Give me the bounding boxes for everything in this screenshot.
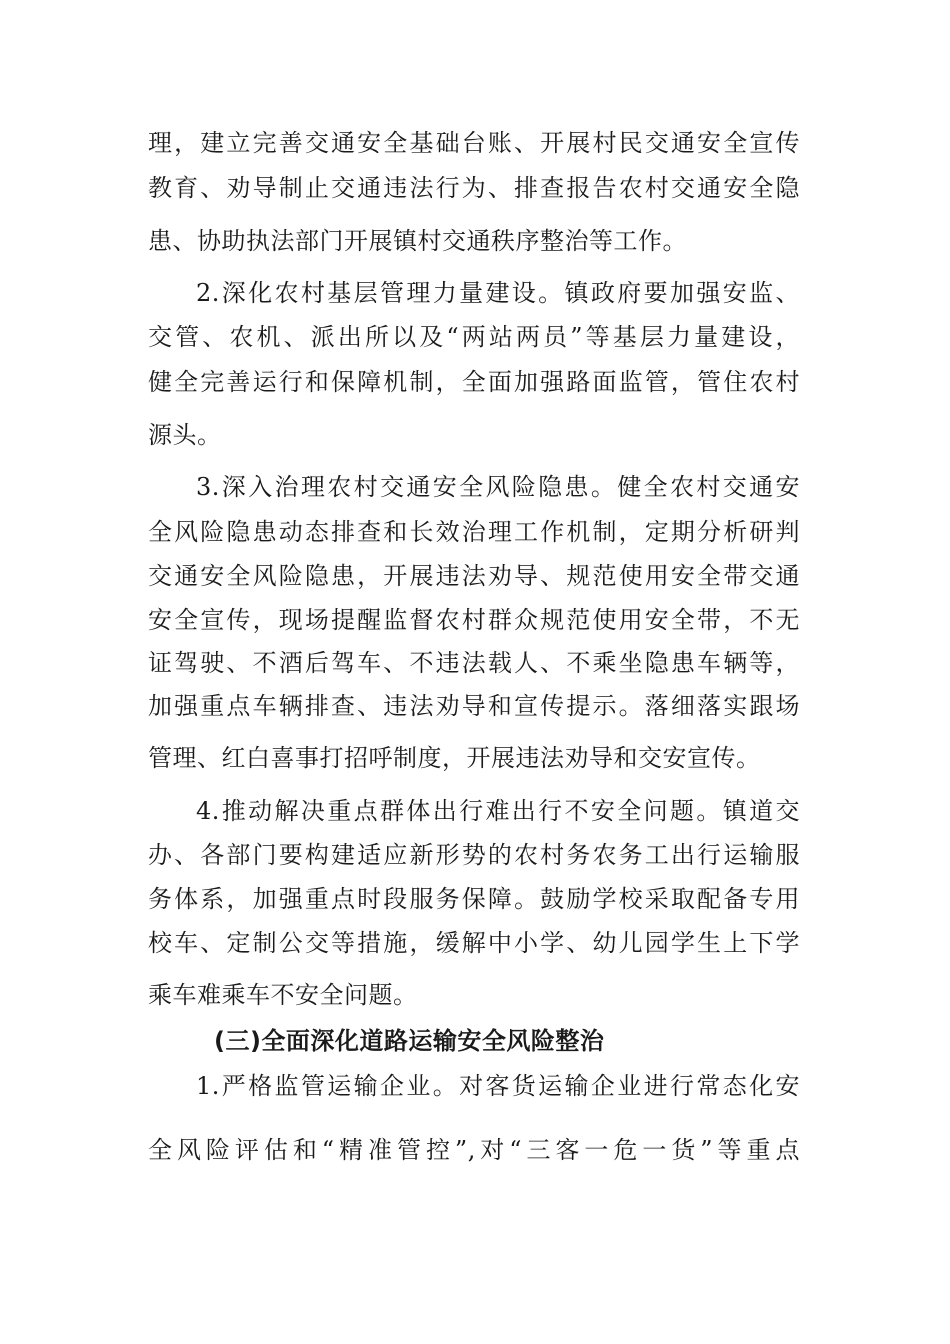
text-line: 理，建立完善交通安全基础台账、开展村民交通安全宣传 (148, 129, 800, 157)
text-line: 患、协助执法部门开展镇村交通秩序整治等工作。 (148, 227, 687, 255)
paragraph-4-start: 4.推动解决重点群体出行难出行不安全问题。镇道交 (196, 797, 800, 825)
text-line: 证驾驶、不酒后驾车、不违法载人、不乘坐隐患车辆等， (148, 649, 800, 677)
text-line: 健全完善运行和保障机制，全面加强路面监管，管住农村 (148, 368, 800, 396)
text-line: 安全宣传，现场提醒监督农村群众规范使用安全带，不无 (148, 606, 800, 634)
text-line: 交通安全风险隐患，开展违法劝导、规范使用安全带交通 (148, 562, 800, 590)
text-line: 乘车难乘车不安全问题。 (148, 981, 418, 1009)
text-line: 加强重点车辆排查、违法劝导和宣传提示。落细落实跟场 (148, 692, 800, 720)
paragraph-3-start: 3.深入治理农村交通安全风险隐患。健全农村交通安 (196, 473, 800, 501)
paragraph-2-start: 2.深化农村基层管理力量建设。镇政府要加强安监、 (196, 279, 800, 307)
text-line: 办、各部门要构建适应新形势的农村务农务工出行运输服 (148, 841, 800, 869)
section-heading: (三)全面深化道路运输安全风险整治 (214, 1027, 605, 1055)
text-line: 交管、农机、派出所以及“两站两员”等基层力量建设， (148, 323, 800, 351)
text-line: 校车、定制公交等措施，缓解中小学、幼儿园学生上下学 (148, 929, 800, 957)
text-line: 管理、红白喜事打招呼制度，开展违法劝导和交安宣传。 (148, 744, 761, 772)
paragraph-5-start: 1.严格监管运输企业。对客货运输企业进行常态化安 (196, 1072, 800, 1100)
text-line: 全风险隐患动态排查和长效治理工作机制，定期分析研判 (148, 518, 800, 546)
text-line: 务体系，加强重点时段服务保障。鼓励学校采取配备专用 (148, 885, 800, 913)
text-line: 教育、劝导制止交通违法行为、排查报告农村交通安全隐 (148, 174, 800, 202)
text-line: 源头。 (148, 421, 222, 449)
text-line: 全风险评估和“精准管控”,对“三客一危一货”等重点 (148, 1136, 800, 1164)
